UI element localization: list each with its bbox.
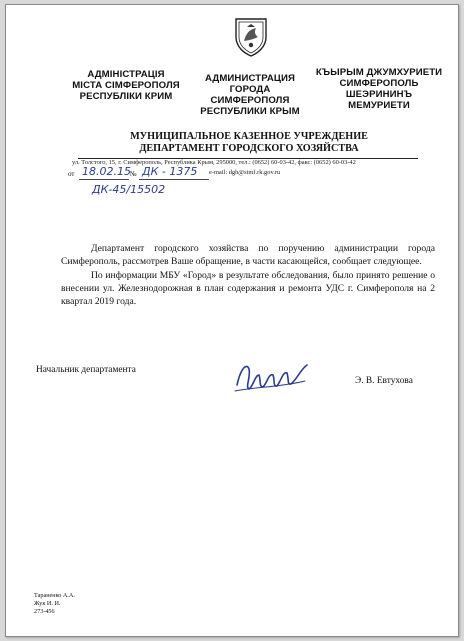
header-russian: [189, 73, 311, 117]
institution-line-1: МУНИЦИПАЛЬНОЕ КАЗЕННОЕ УЧРЕЖДЕНИЕ: [130, 131, 368, 142]
reference-label: [68, 186, 85, 194]
header-crimean-tatar-line: МЕМУРИЕТИ: [348, 100, 410, 111]
coat-of-arms-icon: [232, 15, 270, 57]
executor-info: [34, 592, 75, 617]
header-ukrainian-line: МІСТА СІМФЕРОПОЛЯ: [72, 80, 180, 91]
date-label: от: [68, 170, 75, 178]
contact-email: e-mail: dgh@simf.rk.gov.ru: [209, 169, 281, 176]
number-underline: [139, 179, 209, 180]
document-page: [5, 4, 459, 637]
institution-line-2: ДЕПАРТАМЕНТ ГОРОДСКОГО ХОЗЯЙСТВА: [139, 143, 359, 154]
executor-line: 273-456: [34, 608, 55, 616]
header-russian-line: РЕСПУБЛИКИ КРЫМ: [200, 106, 300, 117]
header-russian-line: ГОРОДА СИМФЕРОПОЛЯ: [210, 84, 290, 106]
executor-line: Тараненко А.А.: [34, 592, 75, 599]
executor-line: Жук И. И.: [34, 600, 61, 608]
header-ukrainian: [66, 69, 186, 102]
number-label: №: [130, 170, 137, 178]
header-crimean-tatar: [314, 67, 444, 111]
header-ukrainian-line: АДМІНІСТРАЦІЯ: [87, 69, 165, 80]
date-underline: [79, 179, 129, 180]
reference-number: ДК-45/15502: [92, 183, 166, 196]
header-ukrainian-line: РЕСПУБЛІКИ КРИМ: [79, 91, 173, 102]
signatory-name: Э. В. Евтухова: [355, 376, 413, 386]
body-paragraph-1: Департамент городского хозяйства по поручению администрации города Симферополь, рассмотрев Ваше обращение, в части касающейся, сообщает следующее.: [61, 243, 435, 267]
outgoing-number: ДК - 1375: [142, 165, 198, 178]
header-crimean-tatar-line: ШЕЭРИНИНЪ: [345, 89, 413, 100]
header-russian-line: АДМИНИСТРАЦИЯ: [205, 73, 295, 84]
letter-body: [61, 242, 435, 308]
signatory-position: Начальник департамента: [36, 365, 136, 375]
institution-name: [84, 131, 414, 155]
handwritten-signature: [231, 357, 311, 397]
header-crimean-tatar-line: КЪЫРЫМ ДЖУМХУРИЕТИ: [315, 67, 443, 78]
body-paragraph-2: По информации МБУ «Город» в результате обследования, было принято решение о внесении ул. Железнодорожная в план содержания и ремонта УДС г. Симферополя на 2 квартал 2019 года.: [61, 270, 435, 307]
header-crimean-tatar-line: СИМФЕРОПОЛЬ: [339, 78, 419, 89]
outgoing-date: 18.02.15: [82, 165, 131, 178]
contact-address: ул. Толстого, 15, г. Симферополь, Республика Крым, 295000, тел.: (0652) 60-03-42, факс: (0652) 60-03-42: [72, 159, 356, 166]
